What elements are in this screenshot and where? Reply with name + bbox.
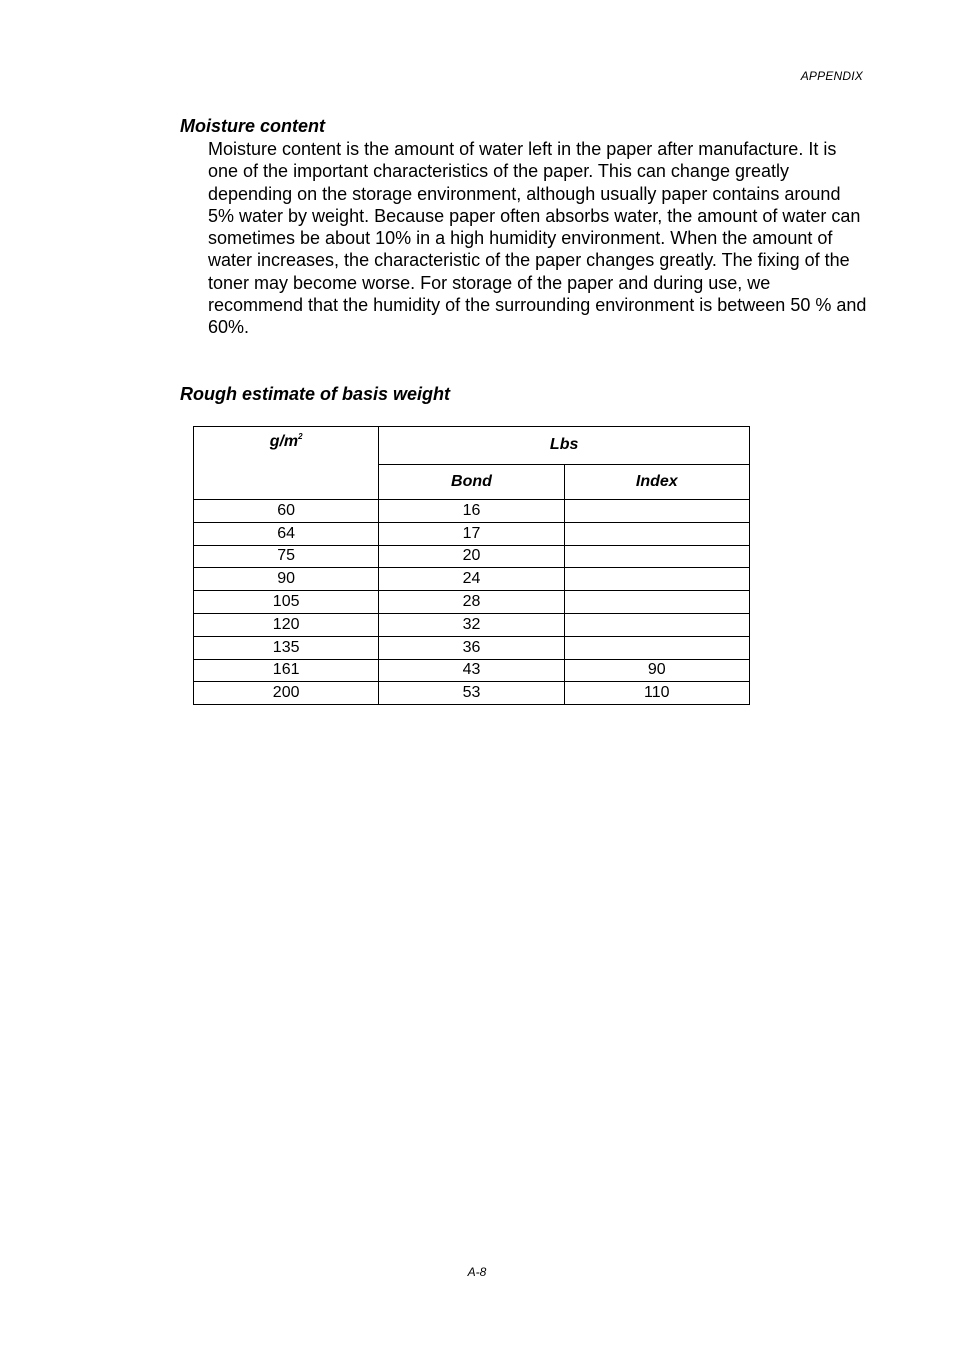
cell-gsm: 105 (194, 591, 379, 614)
table-row (194, 568, 750, 591)
cell-index (564, 500, 749, 523)
basis-weight-table (193, 426, 750, 705)
table-row (194, 682, 750, 705)
table-row (194, 659, 750, 682)
running-header: APPENDIX (800, 69, 863, 83)
cell-bond: 24 (379, 568, 564, 591)
header-gsm-label: g/m (269, 433, 299, 450)
header-lbs: Lbs (379, 427, 750, 465)
cell-index: 90 (564, 659, 749, 682)
cell-bond: 17 (379, 522, 564, 545)
cell-gsm: 75 (194, 545, 379, 568)
cell-index (564, 568, 749, 591)
cell-bond: 43 (379, 659, 564, 682)
cell-bond: 16 (379, 500, 564, 523)
cell-index (564, 613, 749, 636)
cell-bond: 53 (379, 682, 564, 705)
cell-gsm: 200 (194, 682, 379, 705)
page-number: A-8 (467, 1265, 487, 1279)
table-row (194, 545, 750, 568)
cell-index (564, 591, 749, 614)
moisture-content-title: Moisture content (180, 116, 326, 136)
basis-weight-title: Rough estimate of basis weight (180, 384, 451, 404)
table-row (194, 500, 750, 523)
cell-gsm: 90 (194, 568, 379, 591)
table-row (194, 613, 750, 636)
header-gsm (194, 427, 379, 500)
cell-gsm: 60 (194, 500, 379, 523)
table-row (194, 522, 750, 545)
header-index: Index (564, 464, 749, 500)
cell-index (564, 545, 749, 568)
cell-bond: 32 (379, 613, 564, 636)
cell-index: 110 (564, 682, 749, 705)
cell-bond: 20 (379, 545, 564, 568)
cell-gsm: 161 (194, 659, 379, 682)
cell-gsm: 64 (194, 522, 379, 545)
table-row (194, 591, 750, 614)
cell-index (564, 636, 749, 659)
cell-gsm: 120 (194, 613, 379, 636)
cell-index (564, 522, 749, 545)
moisture-content-paragraph: Moisture content is the amount of water left in the paper after manufacture. It is one of the important characteristics of the paper. This can change greatly depending on the storage environment, although usually paper contains around 5% water by weight. Because paper often absorbs water, the amount of water can sometimes be about 10% in a high humidity environment. When the amount of water increases, the characteristic of the paper changes greatly. The fixing of the toner may become worse. For storage of the paper and during use, we recommend that the humidity of the surrounding environment is between 50 % and 60%. (208, 139, 867, 338)
header-gsm-superscript: 2 (298, 432, 303, 441)
table-row (194, 636, 750, 659)
cell-gsm: 135 (194, 636, 379, 659)
cell-bond: 28 (379, 591, 564, 614)
cell-bond: 36 (379, 636, 564, 659)
header-bond: Bond (379, 464, 564, 500)
